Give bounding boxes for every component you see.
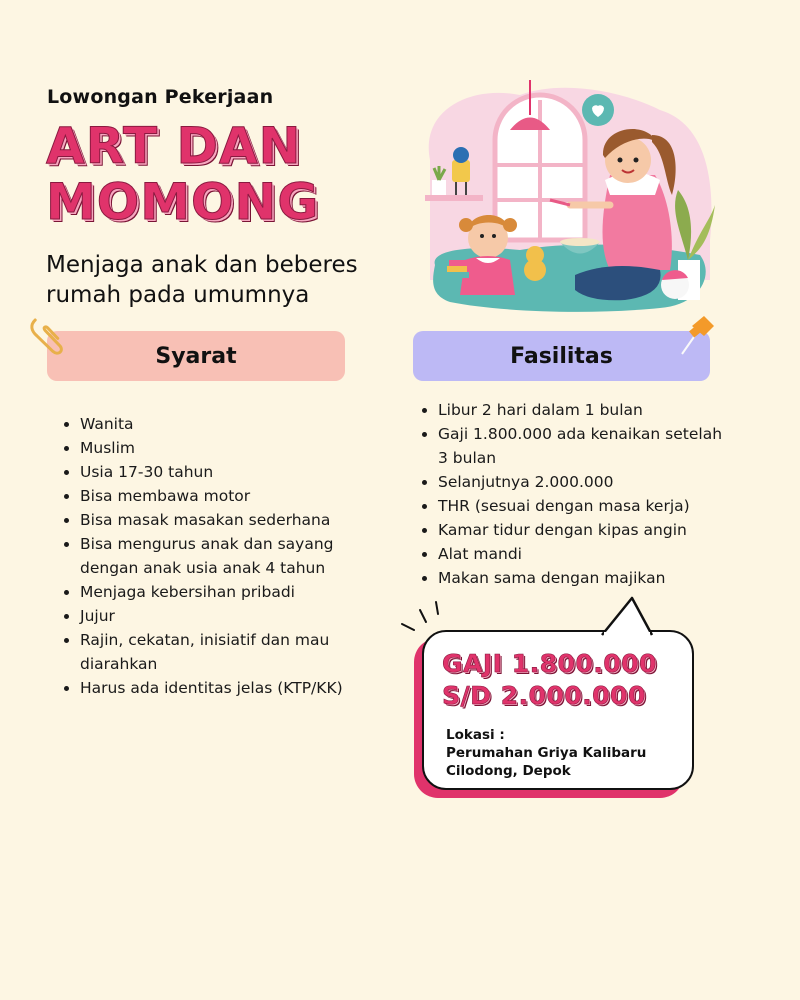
bubble-tail (596, 596, 666, 636)
list-item: Bisa masak masakan sederhana (56, 508, 356, 532)
salary-line-2: S/D 2.000.000 (442, 681, 646, 710)
location-block (446, 726, 646, 780)
list-item: Harus ada identitas jelas (KTP/KK) (56, 676, 356, 700)
fasilitas-header: Fasilitas (413, 331, 710, 381)
syarat-header: Syarat (47, 331, 345, 381)
list-item: Muslim (56, 436, 356, 460)
list-item: Makan sama dengan majikan (414, 566, 734, 590)
subtitle-line-1: Menjaga anak dan beberes (46, 252, 358, 278)
list-item: Alat mandi (414, 542, 734, 566)
location-line-1: Perumahan Griya Kalibaru (446, 745, 647, 761)
eyebrow-label: Lowongan Pekerjaan (47, 86, 274, 108)
location-line-2: Cilodong, Depok (446, 763, 571, 779)
list-item: Libur 2 hari dalam 1 bulan (414, 398, 734, 422)
page-title (46, 118, 319, 230)
list-item: Usia 17-30 tahun (56, 460, 356, 484)
title-line-1: ART DAN (46, 117, 302, 175)
subtitle (46, 250, 358, 310)
list-item: THR (sesuai dengan masa kerja) (414, 494, 734, 518)
title-line-2: MOMONG (46, 173, 320, 231)
list-item: Bisa mengurus anak dan sayang dengan anak usia anak 4 tahun (56, 532, 356, 580)
salary-line-1: GAJI 1.800.000 (442, 649, 657, 678)
list-item: Menjaga kebersihan pribadi (56, 580, 356, 604)
nanny-illustration (410, 80, 720, 315)
salary-bubble (400, 596, 700, 806)
salary-range (442, 648, 657, 712)
pushpin-icon (678, 312, 718, 357)
list-item: Gaji 1.800.000 ada kenaikan setelah 3 bulan (414, 422, 734, 470)
syarat-list (56, 412, 356, 700)
paperclip-icon (28, 310, 68, 360)
location-label: Lokasi : (446, 727, 505, 743)
list-item: Jujur (56, 604, 356, 628)
list-item: Wanita (56, 412, 356, 436)
list-item: Selanjutnya 2.000.000 (414, 470, 734, 494)
emphasis-lines-icon (400, 596, 450, 646)
fasilitas-list (414, 398, 734, 590)
subtitle-line-2: rumah pada umumnya (46, 282, 310, 308)
list-item: Rajin, cekatan, inisiatif dan mau diarahkan (56, 628, 356, 676)
list-item: Bisa membawa motor (56, 484, 356, 508)
list-item: Kamar tidur dengan kipas angin (414, 518, 734, 542)
